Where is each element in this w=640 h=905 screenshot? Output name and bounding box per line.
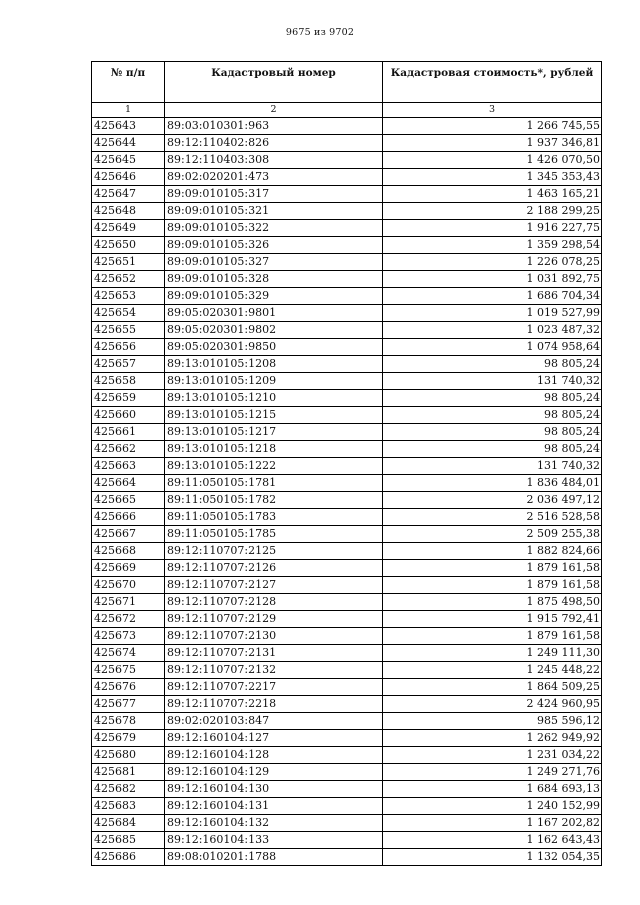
table-body: [92, 118, 602, 866]
cadastral-value-table: [91, 61, 602, 866]
table-row: [92, 577, 602, 594]
row-number-cell: 425650: [92, 237, 165, 254]
table-row: [92, 441, 602, 458]
row-number-cell: 425673: [92, 628, 165, 645]
row-number-cell: 425659: [92, 390, 165, 407]
cadastral-number-cell: 89:12:110707:2132: [165, 662, 383, 679]
cadastral-value-cell: 1 864 509,25: [383, 679, 602, 696]
table-row: [92, 186, 602, 203]
row-number-cell: 425679: [92, 730, 165, 747]
cadastral-number-cell: 89:09:010105:328: [165, 271, 383, 288]
table-row: [92, 356, 602, 373]
cadastral-value-cell: 1 915 792,41: [383, 611, 602, 628]
cadastral-value-cell: 2 036 497,12: [383, 492, 602, 509]
cadastral-number-cell: 89:13:010105:1209: [165, 373, 383, 390]
table-row: [92, 492, 602, 509]
table-row: [92, 305, 602, 322]
cadastral-number-cell: 89:09:010105:327: [165, 254, 383, 271]
cadastral-value-cell: 985 596,12: [383, 713, 602, 730]
table-row: [92, 526, 602, 543]
row-number-cell: 425682: [92, 781, 165, 798]
cadastral-number-cell: 89:13:010105:1218: [165, 441, 383, 458]
row-number-cell: 425674: [92, 645, 165, 662]
cadastral-value-cell: 1 916 227,75: [383, 220, 602, 237]
row-number-cell: 425664: [92, 475, 165, 492]
row-number-cell: 425652: [92, 271, 165, 288]
table-row: [92, 322, 602, 339]
row-number-cell: 425663: [92, 458, 165, 475]
cadastral-value-cell: 1 249 111,30: [383, 645, 602, 662]
cadastral-number-cell: 89:03:010301:963: [165, 118, 383, 135]
table-row: [92, 730, 602, 747]
cadastral-number-cell: 89:12:110402:826: [165, 135, 383, 152]
table-row: [92, 237, 602, 254]
cadastral-number-cell: 89:13:010105:1222: [165, 458, 383, 475]
cadastral-value-cell: 2 516 528,58: [383, 509, 602, 526]
table-row: [92, 169, 602, 186]
cadastral-value-cell: 1 019 527,99: [383, 305, 602, 322]
row-number-cell: 425675: [92, 662, 165, 679]
cadastral-value-cell: 2 509 255,38: [383, 526, 602, 543]
cadastral-value-cell: 131 740,32: [383, 373, 602, 390]
cadastral-number-cell: 89:02:020103:847: [165, 713, 383, 730]
table-row: [92, 747, 602, 764]
row-number-cell: 425676: [92, 679, 165, 696]
table-row: [92, 135, 602, 152]
row-number-cell: 425656: [92, 339, 165, 356]
cadastral-value-cell: 1 266 745,55: [383, 118, 602, 135]
table-row: [92, 645, 602, 662]
column-number: 2: [165, 103, 383, 118]
cadastral-number-cell: 89:12:160104:129: [165, 764, 383, 781]
cadastral-value-cell: 1 882 824,66: [383, 543, 602, 560]
row-number-cell: 425645: [92, 152, 165, 169]
row-number-cell: 425680: [92, 747, 165, 764]
row-number-cell: 425677: [92, 696, 165, 713]
table-row: [92, 407, 602, 424]
table-row: [92, 628, 602, 645]
row-number-cell: 425657: [92, 356, 165, 373]
cadastral-value-cell: 1 231 034,22: [383, 747, 602, 764]
cadastral-number-cell: 89:12:110707:2126: [165, 560, 383, 577]
cadastral-number-cell: 89:02:020201:473: [165, 169, 383, 186]
row-number-cell: 425649: [92, 220, 165, 237]
table-row: [92, 509, 602, 526]
cadastral-number-cell: 89:09:010105:321: [165, 203, 383, 220]
cadastral-value-cell: 1 249 271,76: [383, 764, 602, 781]
row-number-cell: 425661: [92, 424, 165, 441]
cadastral-value-cell: 1 686 704,34: [383, 288, 602, 305]
cadastral-value-cell: 1 132 054,35: [383, 849, 602, 866]
cadastral-number-cell: 89:12:110707:2217: [165, 679, 383, 696]
cadastral-value-cell: 1 023 487,32: [383, 322, 602, 339]
cadastral-value-cell: 98 805,24: [383, 424, 602, 441]
cadastral-number-cell: 89:13:010105:1210: [165, 390, 383, 407]
table-row: [92, 424, 602, 441]
cadastral-value-cell: 1 167 202,82: [383, 815, 602, 832]
row-number-cell: 425684: [92, 815, 165, 832]
row-number-cell: 425646: [92, 169, 165, 186]
cadastral-number-cell: 89:12:160104:127: [165, 730, 383, 747]
row-number-cell: 425655: [92, 322, 165, 339]
table-row: [92, 254, 602, 271]
cadastral-number-cell: 89:11:050105:1781: [165, 475, 383, 492]
row-number-cell: 425643: [92, 118, 165, 135]
cadastral-number-cell: 89:12:110403:308: [165, 152, 383, 169]
cadastral-value-cell: 1 879 161,58: [383, 560, 602, 577]
cadastral-number-cell: 89:05:020301:9801: [165, 305, 383, 322]
cadastral-number-cell: 89:05:020301:9802: [165, 322, 383, 339]
row-number-cell: 425681: [92, 764, 165, 781]
cadastral-number-cell: 89:09:010105:322: [165, 220, 383, 237]
cadastral-number-cell: 89:05:020301:9850: [165, 339, 383, 356]
cadastral-value-cell: 1 684 693,13: [383, 781, 602, 798]
table-header-row: [92, 62, 602, 103]
cadastral-number-cell: 89:09:010105:329: [165, 288, 383, 305]
table-row: [92, 475, 602, 492]
cadastral-value-cell: 1 836 484,01: [383, 475, 602, 492]
row-number-cell: 425669: [92, 560, 165, 577]
row-number-cell: 425683: [92, 798, 165, 815]
row-number-cell: 425662: [92, 441, 165, 458]
table-row: [92, 560, 602, 577]
table-row: [92, 339, 602, 356]
row-number-cell: 425685: [92, 832, 165, 849]
cadastral-value-cell: 1 879 161,58: [383, 577, 602, 594]
column-number-row: [92, 103, 602, 118]
header-row-number: № п/п: [92, 62, 165, 103]
cadastral-number-cell: 89:11:050105:1782: [165, 492, 383, 509]
row-number-cell: 425665: [92, 492, 165, 509]
table-row: [92, 271, 602, 288]
table-row: [92, 611, 602, 628]
cadastral-value-cell: 1 240 152,99: [383, 798, 602, 815]
cadastral-number-cell: 89:12:110707:2128: [165, 594, 383, 611]
header-cadastral-value: Кадастровая стоимость*, рублей: [383, 62, 602, 103]
row-number-cell: 425671: [92, 594, 165, 611]
table-row: [92, 543, 602, 560]
cadastral-value-cell: 1 245 448,22: [383, 662, 602, 679]
row-number-cell: 425651: [92, 254, 165, 271]
cadastral-number-cell: 89:12:110707:2131: [165, 645, 383, 662]
cadastral-value-cell: 1 074 958,64: [383, 339, 602, 356]
cadastral-value-cell: 131 740,32: [383, 458, 602, 475]
row-number-cell: 425667: [92, 526, 165, 543]
column-number: 3: [383, 103, 602, 118]
cadastral-value-cell: 1 262 949,92: [383, 730, 602, 747]
cadastral-value-cell: 2 424 960,95: [383, 696, 602, 713]
cadastral-value-cell: 98 805,24: [383, 390, 602, 407]
cadastral-value-cell: 98 805,24: [383, 407, 602, 424]
cadastral-value-cell: 1 162 643,43: [383, 832, 602, 849]
cadastral-number-cell: 89:11:050105:1785: [165, 526, 383, 543]
cadastral-value-cell: 2 188 299,25: [383, 203, 602, 220]
cadastral-value-cell: 98 805,24: [383, 441, 602, 458]
row-number-cell: 425653: [92, 288, 165, 305]
cadastral-number-cell: 89:09:010105:326: [165, 237, 383, 254]
table-row: [92, 458, 602, 475]
row-number-cell: 425672: [92, 611, 165, 628]
cadastral-number-cell: 89:13:010105:1208: [165, 356, 383, 373]
table-row: [92, 713, 602, 730]
row-number-cell: 425648: [92, 203, 165, 220]
cadastral-number-cell: 89:12:160104:131: [165, 798, 383, 815]
table-row: [92, 696, 602, 713]
cadastral-value-cell: 1 463 165,21: [383, 186, 602, 203]
row-number-cell: 425654: [92, 305, 165, 322]
cadastral-number-cell: 89:12:110707:2218: [165, 696, 383, 713]
cadastral-number-cell: 89:12:160104:133: [165, 832, 383, 849]
cadastral-value-cell: 1 879 161,58: [383, 628, 602, 645]
cadastral-value-cell: 1 359 298,54: [383, 237, 602, 254]
cadastral-value-cell: 98 805,24: [383, 356, 602, 373]
row-number-cell: 425658: [92, 373, 165, 390]
cadastral-number-cell: 89:12:110707:2129: [165, 611, 383, 628]
table-row: [92, 594, 602, 611]
cadastral-number-cell: 89:13:010105:1217: [165, 424, 383, 441]
cadastral-number-cell: 89:12:160104:132: [165, 815, 383, 832]
table-row: [92, 288, 602, 305]
cadastral-number-cell: 89:08:010201:1788: [165, 849, 383, 866]
table-row: [92, 390, 602, 407]
table-row: [92, 373, 602, 390]
page-counter: 9675 из 9702: [285, 27, 355, 38]
row-number-cell: 425686: [92, 849, 165, 866]
cadastral-value-cell: 1 226 078,25: [383, 254, 602, 271]
table-row: [92, 815, 602, 832]
table-row: [92, 203, 602, 220]
table-row: [92, 781, 602, 798]
row-number-cell: 425647: [92, 186, 165, 203]
row-number-cell: 425660: [92, 407, 165, 424]
column-number: 1: [92, 103, 165, 118]
table-row: [92, 662, 602, 679]
table-row: [92, 118, 602, 135]
table-row: [92, 849, 602, 866]
table-row: [92, 832, 602, 849]
row-number-cell: 425678: [92, 713, 165, 730]
row-number-cell: 425644: [92, 135, 165, 152]
cadastral-number-cell: 89:12:160104:128: [165, 747, 383, 764]
table-row: [92, 798, 602, 815]
table-row: [92, 764, 602, 781]
row-number-cell: 425670: [92, 577, 165, 594]
cadastral-number-cell: 89:12:110707:2130: [165, 628, 383, 645]
cadastral-number-cell: 89:13:010105:1215: [165, 407, 383, 424]
cadastral-number-cell: 89:12:160104:130: [165, 781, 383, 798]
cadastral-value-cell: 1 875 498,50: [383, 594, 602, 611]
cadastral-value-cell: 1 345 353,43: [383, 169, 602, 186]
cadastral-value-cell: 1 031 892,75: [383, 271, 602, 288]
table-row: [92, 679, 602, 696]
row-number-cell: 425668: [92, 543, 165, 560]
table-row: [92, 152, 602, 169]
cadastral-number-cell: 89:12:110707:2127: [165, 577, 383, 594]
cadastral-number-cell: 89:11:050105:1783: [165, 509, 383, 526]
cadastral-number-cell: 89:12:110707:2125: [165, 543, 383, 560]
row-number-cell: 425666: [92, 509, 165, 526]
table-row: [92, 220, 602, 237]
cadastral-number-cell: 89:09:010105:317: [165, 186, 383, 203]
cadastral-value-cell: 1 937 346,81: [383, 135, 602, 152]
header-cadastral-number: Кадастровый номер: [165, 62, 383, 103]
cadastral-value-cell: 1 426 070,50: [383, 152, 602, 169]
